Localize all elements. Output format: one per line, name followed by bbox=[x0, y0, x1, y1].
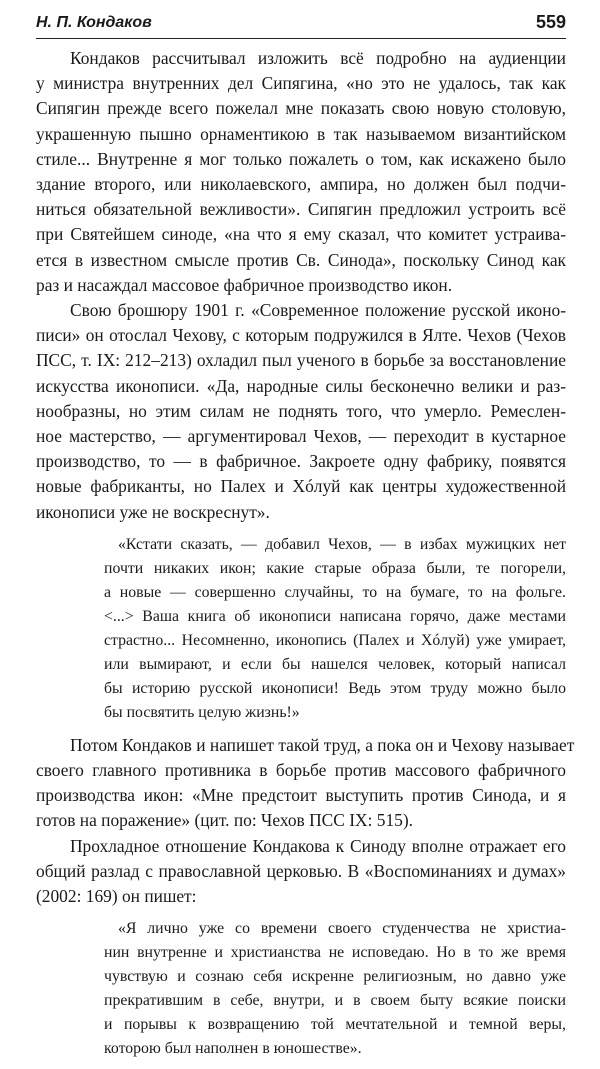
text-line: Сипягин прежде всего пожелал мне показать свою новую столовую, bbox=[36, 98, 566, 119]
page-number: 559 bbox=[535, 12, 566, 32]
paragraph bbox=[36, 834, 566, 910]
text-line: общий разлад с православной церковью. В «Воспоминаниях и думах» bbox=[36, 860, 566, 881]
text-line: новые фабриканты, но Палех и Хóлуй как центры художественной bbox=[36, 476, 566, 497]
quote-line: <...> Ваша книга об иконописи написана горячо, даже местами bbox=[104, 607, 566, 625]
quote-line: бы посвятить целую жизнь!» bbox=[104, 703, 300, 721]
quote-line: бы историю русской иконописи! Ведь этом труду можно было bbox=[104, 679, 566, 697]
text-line: Кондаков рассчитывал изложить всё подробно на аудиенции bbox=[70, 48, 566, 68]
block-spacer bbox=[36, 725, 566, 733]
quote-line: и порывы к возвращению той мечтательной и темной веры, bbox=[104, 1016, 566, 1034]
text-line: украшенную пышно орнаментикою в так называемом византийском bbox=[36, 123, 566, 144]
quote-line: страстно... Несомненно, иконопись (Палех и Хóлуй) уже умирает, bbox=[104, 631, 566, 649]
text-line: ниться обязательной вежливости». Сипягин предложил устроить всё bbox=[36, 199, 566, 220]
paragraph bbox=[36, 46, 566, 298]
running-header-author: Н. П. Кондаков bbox=[36, 14, 152, 31]
text-line: при Святейшем синоде, «на что я ему сказал, что комитет устраива- bbox=[36, 224, 566, 245]
quote-line: или вымирают, и если бы нашелся человек, который написал bbox=[104, 655, 566, 673]
block-spacer bbox=[36, 525, 566, 533]
text-line: нообразны, но этим силам не поднять того, что умерло. Ремеслен- bbox=[36, 400, 566, 421]
quote-line: а новые — совершенно случайны, то на бумаге, то на фольге. bbox=[104, 583, 566, 601]
quote-line: «Кстати сказать, — добавил Чехов, — в избах мужицких нет bbox=[118, 535, 566, 553]
quote-line: прекратившим в себе, внутри, и в своем быту всякие поиски bbox=[104, 992, 566, 1010]
text-line: здание второго, или николаевского, ампира, но должен был подчи- bbox=[36, 174, 566, 195]
text-line: писи» он отослал Чехову, с которым подружился в Ялте. Чехов (Чехов bbox=[36, 325, 566, 346]
quote-line: «Я лично уже со времени своего студенчества не христиа- bbox=[118, 920, 566, 938]
page-body bbox=[36, 46, 575, 1069]
running-header bbox=[36, 10, 566, 39]
text-line: производства икон: «Мне предстоит выступить против Синода, и я bbox=[36, 785, 566, 806]
text-line: ное мастерство, — аргументировал Чехов, — переходит в кустарное bbox=[36, 426, 566, 447]
text-line: Прохладное отношение Кондакова к Синоду вполне отражает его bbox=[70, 835, 566, 856]
text-line: ется в известном смысле против Св. Синода», поскольку Синод как bbox=[36, 249, 566, 270]
text-line: производство, то — в фабричное. Закроете одну фабрику, появятся bbox=[36, 451, 566, 472]
block-quote bbox=[104, 533, 566, 725]
text-line: иконописи уже не воскреснут». bbox=[36, 501, 270, 522]
text-line: раз и насаждал массовое фабричное производство икон. bbox=[36, 274, 453, 295]
block-spacer bbox=[36, 1061, 566, 1069]
text-line: у министра внутренних дел Сипягина, «но это не удалось, так как bbox=[36, 73, 566, 94]
text-line: ПСС, т. IX: 212–213) охладил пыл ученого в борьбе за восстановление bbox=[36, 350, 566, 371]
quote-line: нин внутренне и христианства не исповедаю. Но в то же время bbox=[104, 944, 566, 962]
quote-line: почти никаких икон; какие старые образа были, те погорели, bbox=[104, 559, 566, 577]
block-spacer bbox=[36, 909, 566, 917]
text-line: искусства иконописи. «Да, народные силы бесконечно велики и раз- bbox=[36, 375, 566, 396]
text-line: своего главного противника в борьбе против массового фабричного bbox=[36, 760, 566, 781]
block-quote bbox=[104, 917, 566, 1061]
quote-line: чувствую и сознаю себя искренне религиозным, но давно уже bbox=[104, 968, 566, 986]
quote-line: которою был наполнен в юношестве». bbox=[104, 1040, 362, 1058]
text-line: Потом Кондаков и напишет такой труд, а пока он и Чехову называет bbox=[70, 734, 575, 755]
paragraph bbox=[36, 733, 575, 834]
text-line: стиле... Внутренне я мог только пожалеть о том, как искажено было bbox=[36, 148, 566, 169]
text-line: готов на поражение» (цит. по: Чехов ПСС IX: 515). bbox=[36, 810, 413, 831]
paragraph bbox=[36, 298, 566, 525]
text-line: Свою брошюру 1901 г. «Современное положение русской иконо- bbox=[70, 300, 566, 321]
text-line: (2002: 169) он пишет: bbox=[36, 886, 197, 907]
